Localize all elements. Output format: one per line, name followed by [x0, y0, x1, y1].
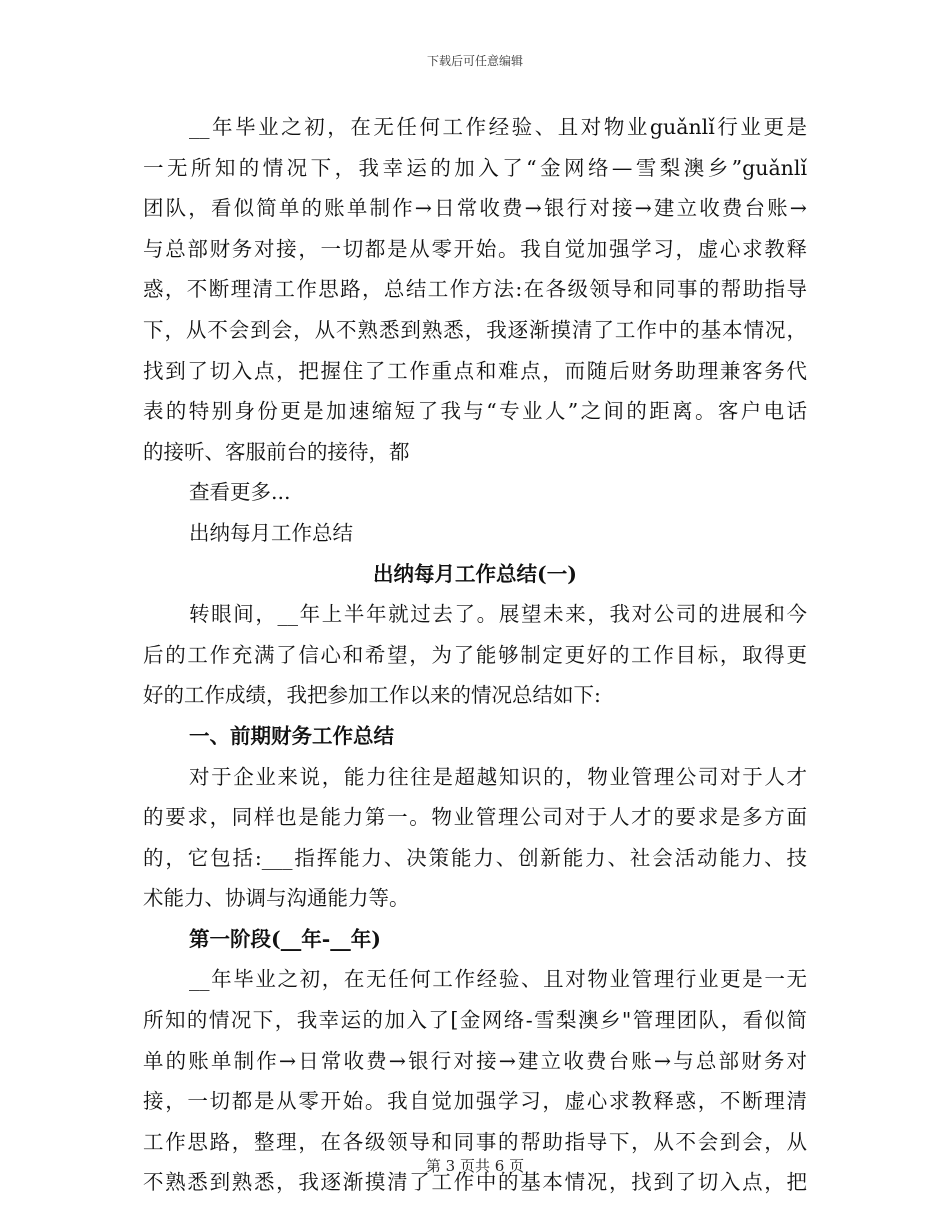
view-more-link[interactable]: 查看更多... — [189, 480, 291, 505]
paragraph-line: 一无所知的情况下，我幸运的加入了“金网络—雪梨澳乡”guǎnlǐ — [143, 155, 807, 180]
paragraph-line: 转眼间，__年上半年就过去了。展望未来，我对公司的进展和今 — [189, 602, 807, 627]
subsection-heading: 第一阶段(__年-__年) — [189, 926, 381, 951]
section-label: 出纳每月工作总结 — [189, 520, 353, 545]
paragraph-line: 团队，看似简单的账单制作→日常收费→银行对接→建立收费台账→ — [143, 196, 807, 221]
section-heading: 一、前期财务工作总结 — [189, 723, 394, 748]
paragraph-line: 工作思路，整理，在各级领导和同事的帮助指导下，从不会到会，从 — [143, 1129, 807, 1154]
paragraph-line: 表的特别身份更是加速缩短了我与“专业人”之间的距离。客户电话 — [143, 399, 807, 424]
paragraph-line: 单的账单制作→日常收费→银行对接→建立收费台账→与总部财务对 — [143, 1048, 807, 1073]
paragraph-line: __年毕业之初，在无任何工作经验、且对物业管理行业更是一无 — [189, 967, 807, 992]
paragraph-line: __年毕业之初，在无任何工作经验、且对物业guǎnlǐ行业更是 — [189, 115, 807, 139]
paragraph-line: 不熟悉到熟悉，我逐渐摸清了工作中的基本情况，找到了切入点，把 — [143, 1170, 807, 1195]
paragraph-line: 对于企业来说，能力往往是超越知识的，物业管理公司对于人才 — [189, 764, 807, 789]
paragraph-line: 后的工作充满了信心和希望，为了能够制定更好的工作目标，取得更 — [143, 642, 807, 667]
paragraph-line: 下，从不会到会，从不熟悉到熟悉，我逐渐摸清了工作中的基本情况， — [143, 317, 807, 342]
document-body — [143, 107, 807, 1203]
document-title: 出纳每月工作总结(一) — [373, 561, 577, 586]
paragraph-line: 所知的情况下，我幸运的加入了[金网络-雪梨澳乡"管理团队，看似简 — [143, 1008, 807, 1033]
paragraph-line: 术能力、协调与沟通能力等。 — [143, 886, 410, 911]
page-header: 下载后可任意编辑 — [426, 54, 523, 68]
paragraph-line: 找到了切入点，把握住了工作重点和难点，而随后财务助理兼客务代 — [143, 358, 807, 383]
page-footer: 第 3 页共 6 页 — [425, 1157, 525, 1175]
paragraph-line: 的，它包括:___指挥能力、决策能力、创新能力、社会活动能力、技 — [143, 845, 807, 870]
paragraph-line: 的要求，同样也是能力第一。物业管理公司对于人才的要求是多方面 — [143, 805, 807, 830]
paragraph-line: 与总部财务对接，一切都是从零开始。我自觉加强学习，虚心求教释 — [143, 236, 807, 261]
paragraph-line: 好的工作成绩，我把参加工作以来的情况总结如下: — [143, 683, 601, 708]
paragraph-line: 的接听、客服前台的接待，都 — [143, 439, 410, 464]
paragraph-line: 惑，不断理清工作思路，总结工作方法:在各级领导和同事的帮助指导 — [143, 277, 807, 302]
paragraph-line: 接，一切都是从零开始。我自觉加强学习，虚心求教释惑，不断理清 — [143, 1089, 807, 1114]
